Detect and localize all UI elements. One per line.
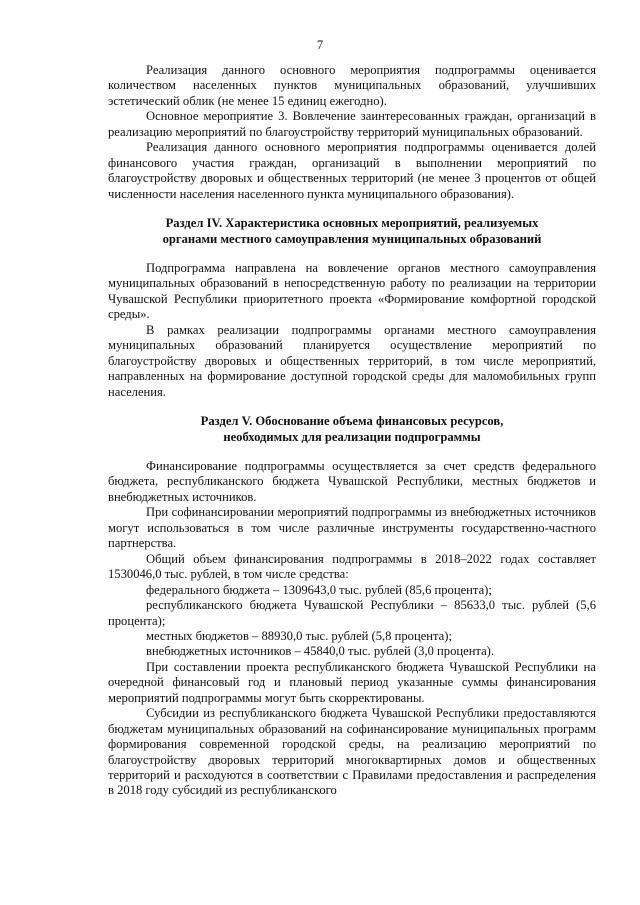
section-4-heading-line-1: Раздел IV. Характеристика основных мероприятий, реализуемых <box>165 216 539 231</box>
page-body <box>108 63 596 799</box>
funding-extrabudgetary: внебюджетных источников – 45840,0 тыс. рублей (3,0 процента). <box>146 644 495 659</box>
funding-local: местных бюджетов – 88930,0 тыс. рублей (5,8 процента); <box>146 628 452 643</box>
section-5-paragraph-2: При софинансировании мероприятий подпрограммы из внебюджетных источников могут использоваться в том числе различные инструменты государственно-частного партнерства. <box>108 505 596 551</box>
page-number: 7 <box>316 38 324 52</box>
spacer <box>108 247 596 261</box>
spacer <box>108 445 596 459</box>
section-5-paragraph-4: При составлении проекта республиканского бюджета Чувашской Республики на очередной финансовый год и плановый период указанные суммы финансирования мероприятий подпрограммы могут быть скорректированы. <box>108 659 596 705</box>
section-5-heading-line-2: необходимых для реализации подпрограммы <box>223 429 481 444</box>
section-4-heading-line-2: органами местного самоуправления муниципальных образований <box>162 231 542 246</box>
section-5-paragraph-3: Общий объем финансирования подпрограммы в 2018–2022 годах составляет 1530046,0 тыс. рублей, в том числе средства: <box>108 551 596 582</box>
section-5-paragraph-5: Субсидии из республиканского бюджета Чувашской Республики предоставляются бюджетам муниципальных образований на софинансирование муниципальных программ формирования современной городской среды, на реализацию мероприятий по благоустройству дворовых территорий многоквартирных домов и общественных территорий и расходуются в соответствии с Правилами предоставления и распределения в 2018 году субсидий из республиканского <box>108 706 596 798</box>
spacer <box>108 202 596 216</box>
section-4-paragraph-1: Подпрограмма направлена на вовлечение органов местного самоуправления муниципальных образований в непосредственную работу по реализации на территории Чувашской Республики приоритетного проекта «Формирование комфортной городской среды». <box>108 260 596 322</box>
section-5-heading <box>108 414 596 445</box>
section-5-paragraph-1: Финансирование подпрограммы осуществляется за счет средств федерального бюджета, республиканского бюджета Чувашской Республики, местных бюджетов и внебюджетных источников. <box>108 458 596 504</box>
paragraph-implementation-1: Реализация данного основного мероприятия подпрограммы оценивается количеством населенных пунктов муниципальных образований, улучшивших эстетический облик (не менее 15 единиц ежегодно). <box>108 63 596 108</box>
funding-republican: республиканского бюджета Чувашской Республики – 85633,0 тыс. рублей (5,6 процента); <box>108 598 596 628</box>
funding-federal: федерального бюджета – 1309643,0 тыс. рублей (85,6 процента); <box>146 582 492 597</box>
section-5-heading-line-1: Раздел V. Обоснование объема финансовых ресурсов, <box>200 414 504 429</box>
paragraph-implementation-2: Реализация данного основного мероприятия подпрограммы оценивается долей финансового участия граждан, организаций в выполнении мероприятий по благоустройству дворовых и общественных территорий (не менее 3 процентов от общей численности населения населенного пункта муниципального образования). <box>108 140 596 201</box>
spacer <box>108 400 596 414</box>
section-4-paragraph-2: В рамках реализации подпрограммы органами местного самоуправления муниципальных образований планируется осуществление мероприятий по благоустройству дворовых и общественных территорий, в том числе мероприятий, направленных на формирование доступной городской среды для маломобильных групп населения. <box>108 322 596 399</box>
section-4-heading <box>108 216 596 247</box>
paragraph-main-activity-3: Основное мероприятие 3. Вовлечение заинтересованных граждан, организаций в реализацию мероприятий по благоустройству территорий муниципальных образований. <box>108 109 596 139</box>
